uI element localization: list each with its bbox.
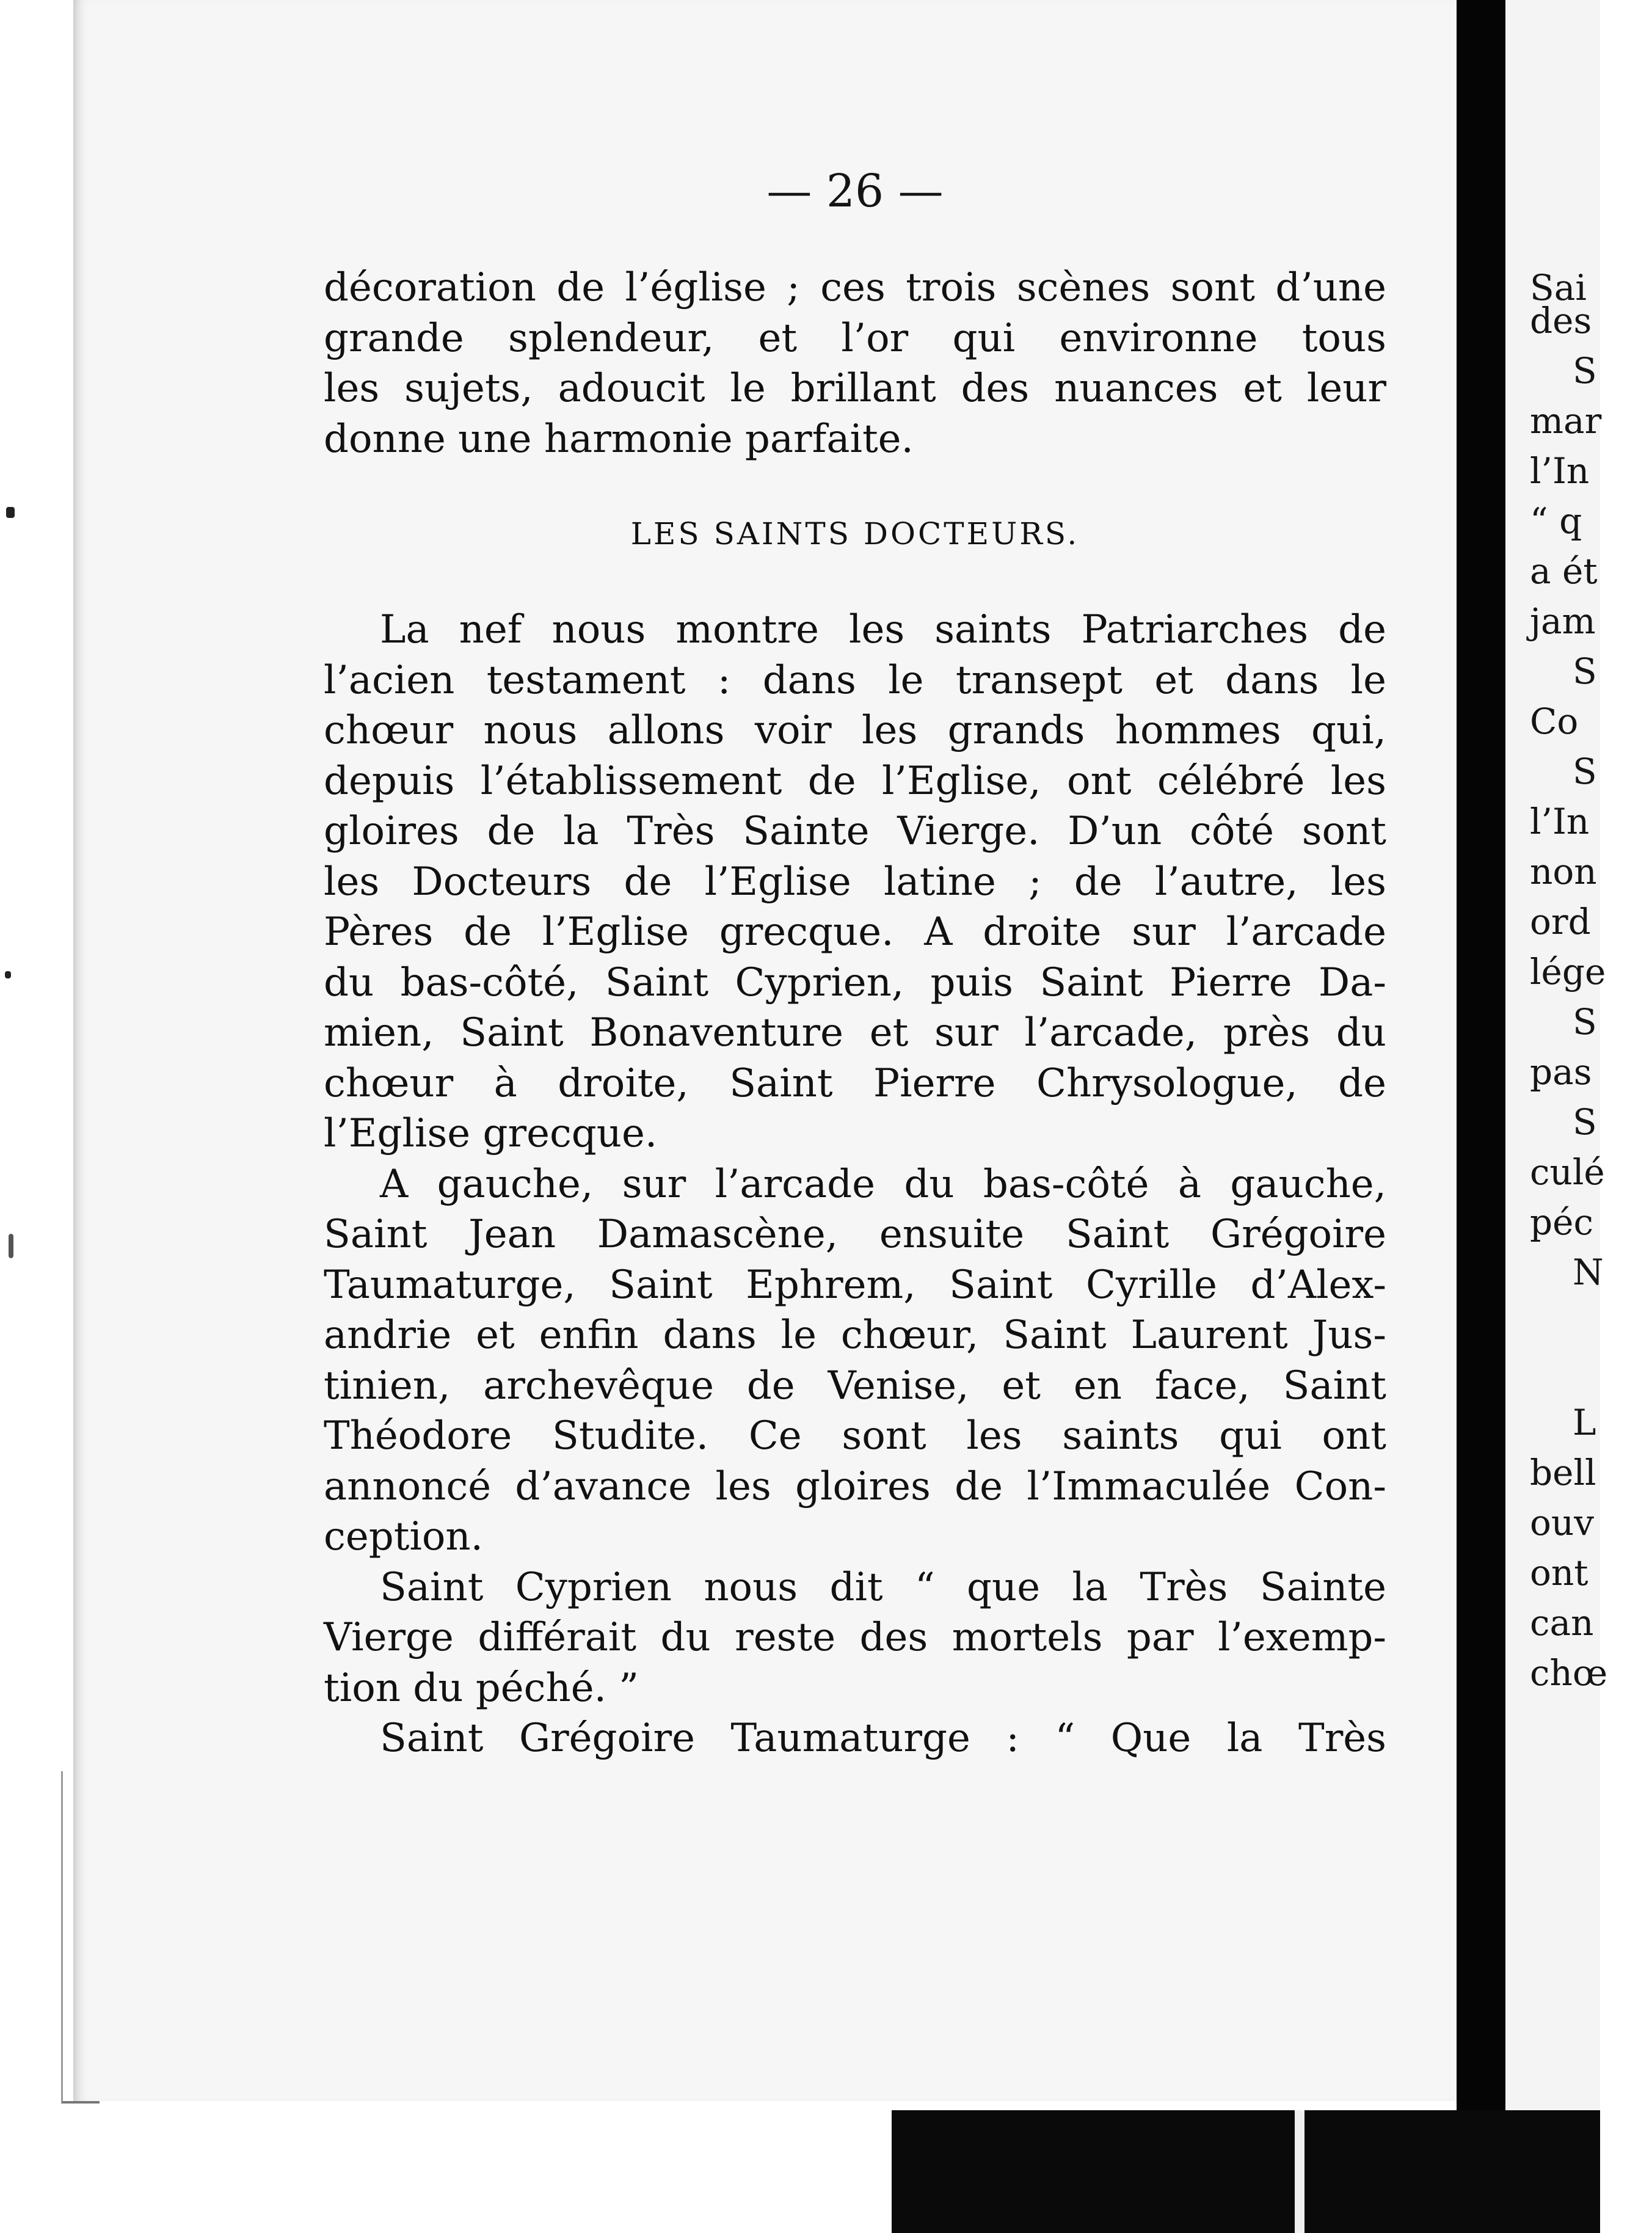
text-line: S [1573, 650, 1597, 692]
text-line: chœur à droite, Saint Pierre Chrysologue, de [324, 1060, 1386, 1106]
text-line: non [1530, 851, 1597, 892]
text-line: décoration de l’église ; ces trois scènes sont d’une [324, 265, 1386, 310]
text-line: N [1573, 1251, 1604, 1293]
text-line: donne une harmonie parfaite. [324, 416, 914, 462]
text-line: du bas-côté, Saint Cyprien, puis Saint Pierre Da- [324, 960, 1386, 1005]
text-line: bell [1530, 1452, 1596, 1493]
text-line: chœ [1530, 1652, 1608, 1694]
text-line: S [1573, 1101, 1597, 1143]
text-line: Sai [1530, 267, 1587, 308]
text-line: péc [1530, 1201, 1593, 1243]
text-line: tinien, archevêque de Venise, et en face, Saint [324, 1363, 1386, 1408]
text-line: culé [1530, 1151, 1605, 1193]
text-line: l’acien testament : dans le transept et dans le [324, 657, 1386, 703]
scan-speck [6, 507, 15, 518]
text-line: S [1573, 751, 1597, 792]
text-line: pas [1530, 1051, 1592, 1093]
text-line: S [1573, 1001, 1597, 1043]
text-line: Pères de l’Eglise grecque. A droite sur l’arcade [324, 909, 1386, 955]
text-line: a ét [1530, 550, 1598, 592]
section-heading: LES SAINTS DOCTEURS. [630, 516, 1080, 552]
text-line: gloires de la Très Sainte Vierge. D’un côté sont [324, 809, 1386, 854]
text-line: lége [1530, 951, 1606, 993]
scan-margin [0, 0, 18, 2233]
text-line: Saint Cyprien nous dit “ que la Très Sainte [380, 1564, 1386, 1610]
text-line: can [1530, 1602, 1594, 1644]
text-line: A gauche, sur l’arcade du bas-côté à gauche, [380, 1161, 1386, 1207]
text-line: tion du péché. ” [324, 1665, 639, 1711]
text-line: andrie et enfin dans le chœur, Saint Laurent Jus- [324, 1313, 1386, 1358]
text-line: ouv [1530, 1502, 1595, 1543]
text-line: les sujets, adoucit le brillant des nuances et leur [324, 366, 1386, 411]
text-line: l’In [1530, 801, 1590, 842]
text-line: Saint Jean Damascène, ensuite Saint Grégoire [324, 1212, 1386, 1257]
scan-speck [5, 971, 11, 978]
text-line [1530, 1347, 1652, 1397]
page-number: — 26 — [766, 165, 944, 217]
scan-speck [9, 1234, 13, 1258]
text-line: mar [1530, 400, 1602, 442]
body-text [324, 605, 1386, 1764]
text-line: des [1530, 300, 1592, 341]
book-gutter [1457, 0, 1505, 2233]
text-line: annoncé d’avance les gloires de l’Immaculée Con- [324, 1463, 1386, 1509]
text-line: chœur nous allons voir les grands hommes qui, [324, 708, 1386, 753]
paper-tear [1295, 2110, 1304, 2233]
text-line [1530, 1297, 1652, 1347]
text-line: S [1573, 350, 1597, 392]
text-line: ception. [324, 1514, 483, 1559]
right-page-text [1530, 263, 1652, 1698]
text-line: “ q [1530, 500, 1582, 542]
text-line: jam [1530, 600, 1596, 642]
text-line: les Docteurs de l’Eglise latine ; de l’autre, les [324, 859, 1386, 905]
text-line: ord [1530, 901, 1591, 942]
text-line: grande splendeur, et l’or qui environne tous [324, 315, 1386, 361]
text-line: Co [1530, 701, 1579, 742]
text-line: Taumaturge, Saint Ephrem, Saint Cyrille d’Alex- [324, 1262, 1386, 1308]
text-line: mien, Saint Bonaventure et sur l’arcade, près du [324, 1010, 1386, 1055]
text-line: La nef nous montre les saints Patriarches de [380, 607, 1386, 652]
text-line: L [1573, 1402, 1596, 1443]
scan-background [892, 2110, 1600, 2233]
text-line: l’In [1530, 450, 1590, 492]
text-line: Théodore Studite. Ce sont les saints qui ont [324, 1413, 1386, 1459]
text-line: Saint Grégoire Taumaturge : “ Que la Très [380, 1716, 1386, 1761]
page-edges [61, 1771, 100, 2104]
text-line: Vierge différait du reste des mortels par l’exemp- [324, 1615, 1386, 1660]
text-line: depuis l’établissement de l’Eglise, ont célébré les [324, 758, 1386, 804]
text-line: l’Eglise grecque. [324, 1111, 658, 1156]
paragraph-1 [324, 263, 1386, 464]
text-line: ont [1530, 1552, 1588, 1594]
